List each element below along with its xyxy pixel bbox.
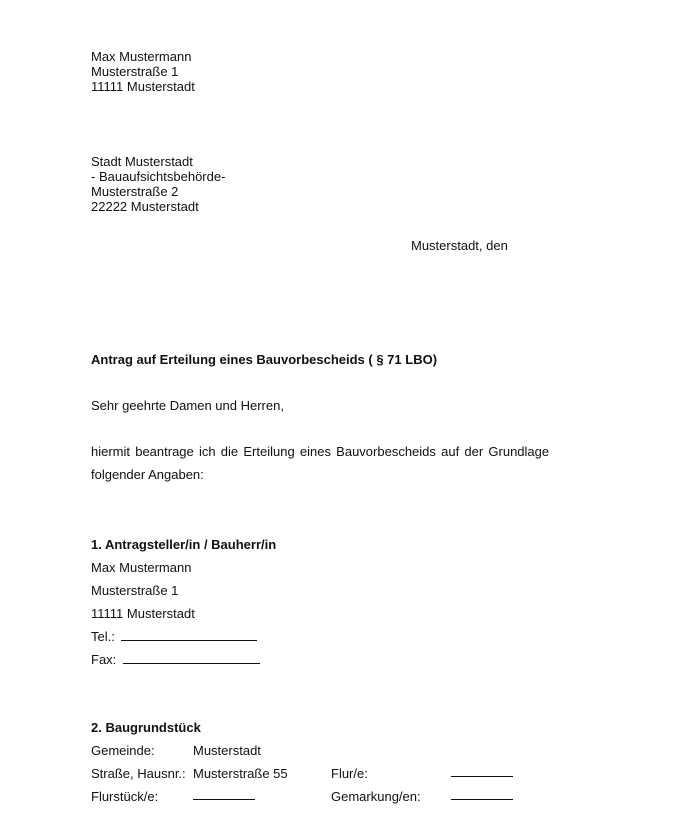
recipient-address: [91, 154, 225, 214]
gemeinde-label: Gemeinde:: [91, 743, 155, 758]
section-applicant: [91, 533, 276, 671]
intro-paragraph: [91, 440, 549, 486]
gemeinde-value: Musterstadt: [193, 743, 261, 758]
gemarkung-label: Gemarkung/en:: [331, 789, 421, 804]
flur-label: Flur/e:: [331, 766, 368, 781]
section-2-heading: 2. Baugrundstück: [91, 720, 201, 735]
recipient-line-2: - Bauaufsichtsbehörde-: [91, 169, 226, 184]
subject-heading: Antrag auf Erteilung eines Bauvorbescheids ( § 71 LBO): [91, 352, 438, 367]
fax-label: Fax:: [91, 652, 117, 667]
sender-city: 11111 Musterstadt: [91, 79, 195, 94]
recipient-line-4: 22222 Musterstadt: [91, 199, 199, 214]
tel-label: Tel.:: [91, 629, 115, 644]
recipient-line-3: Musterstraße 2: [91, 184, 179, 199]
intro-line-1: hiermit beantrage ich die Erteilung eines Bauvorbescheids auf der Grundlage: [91, 444, 550, 459]
strasse-label: Straße, Hausnr.:: [91, 766, 186, 781]
fax-row: [91, 648, 276, 671]
strasse-value: Musterstraße 55: [193, 766, 288, 781]
flurstueck-label: Flurstück/e:: [91, 789, 159, 804]
sender-address: [91, 49, 195, 94]
recipient-line-1: Stadt Musterstadt: [91, 154, 193, 169]
flurstueck-input-line[interactable]: [193, 799, 255, 800]
fax-input-line[interactable]: [123, 653, 260, 664]
date-line: Musterstadt, den: [411, 238, 508, 253]
applicant-city: 11111 Musterstadt: [91, 606, 195, 621]
applicant-name: Max Mustermann: [91, 560, 192, 575]
applicant-street: Musterstraße 1: [91, 583, 179, 598]
flur-input-line[interactable]: [451, 776, 513, 777]
tel-input-line[interactable]: [121, 630, 257, 641]
tel-row: [91, 625, 276, 648]
sender-name: Max Mustermann: [91, 49, 192, 64]
sender-street: Musterstraße 1: [91, 64, 179, 79]
gemarkung-input-line[interactable]: [451, 799, 513, 800]
intro-line-2: folgender Angaben:: [91, 467, 204, 482]
section-1-heading: 1. Antragsteller/in / Bauherr/in: [91, 537, 277, 552]
salutation: Sehr geehrte Damen und Herren,: [91, 398, 284, 413]
